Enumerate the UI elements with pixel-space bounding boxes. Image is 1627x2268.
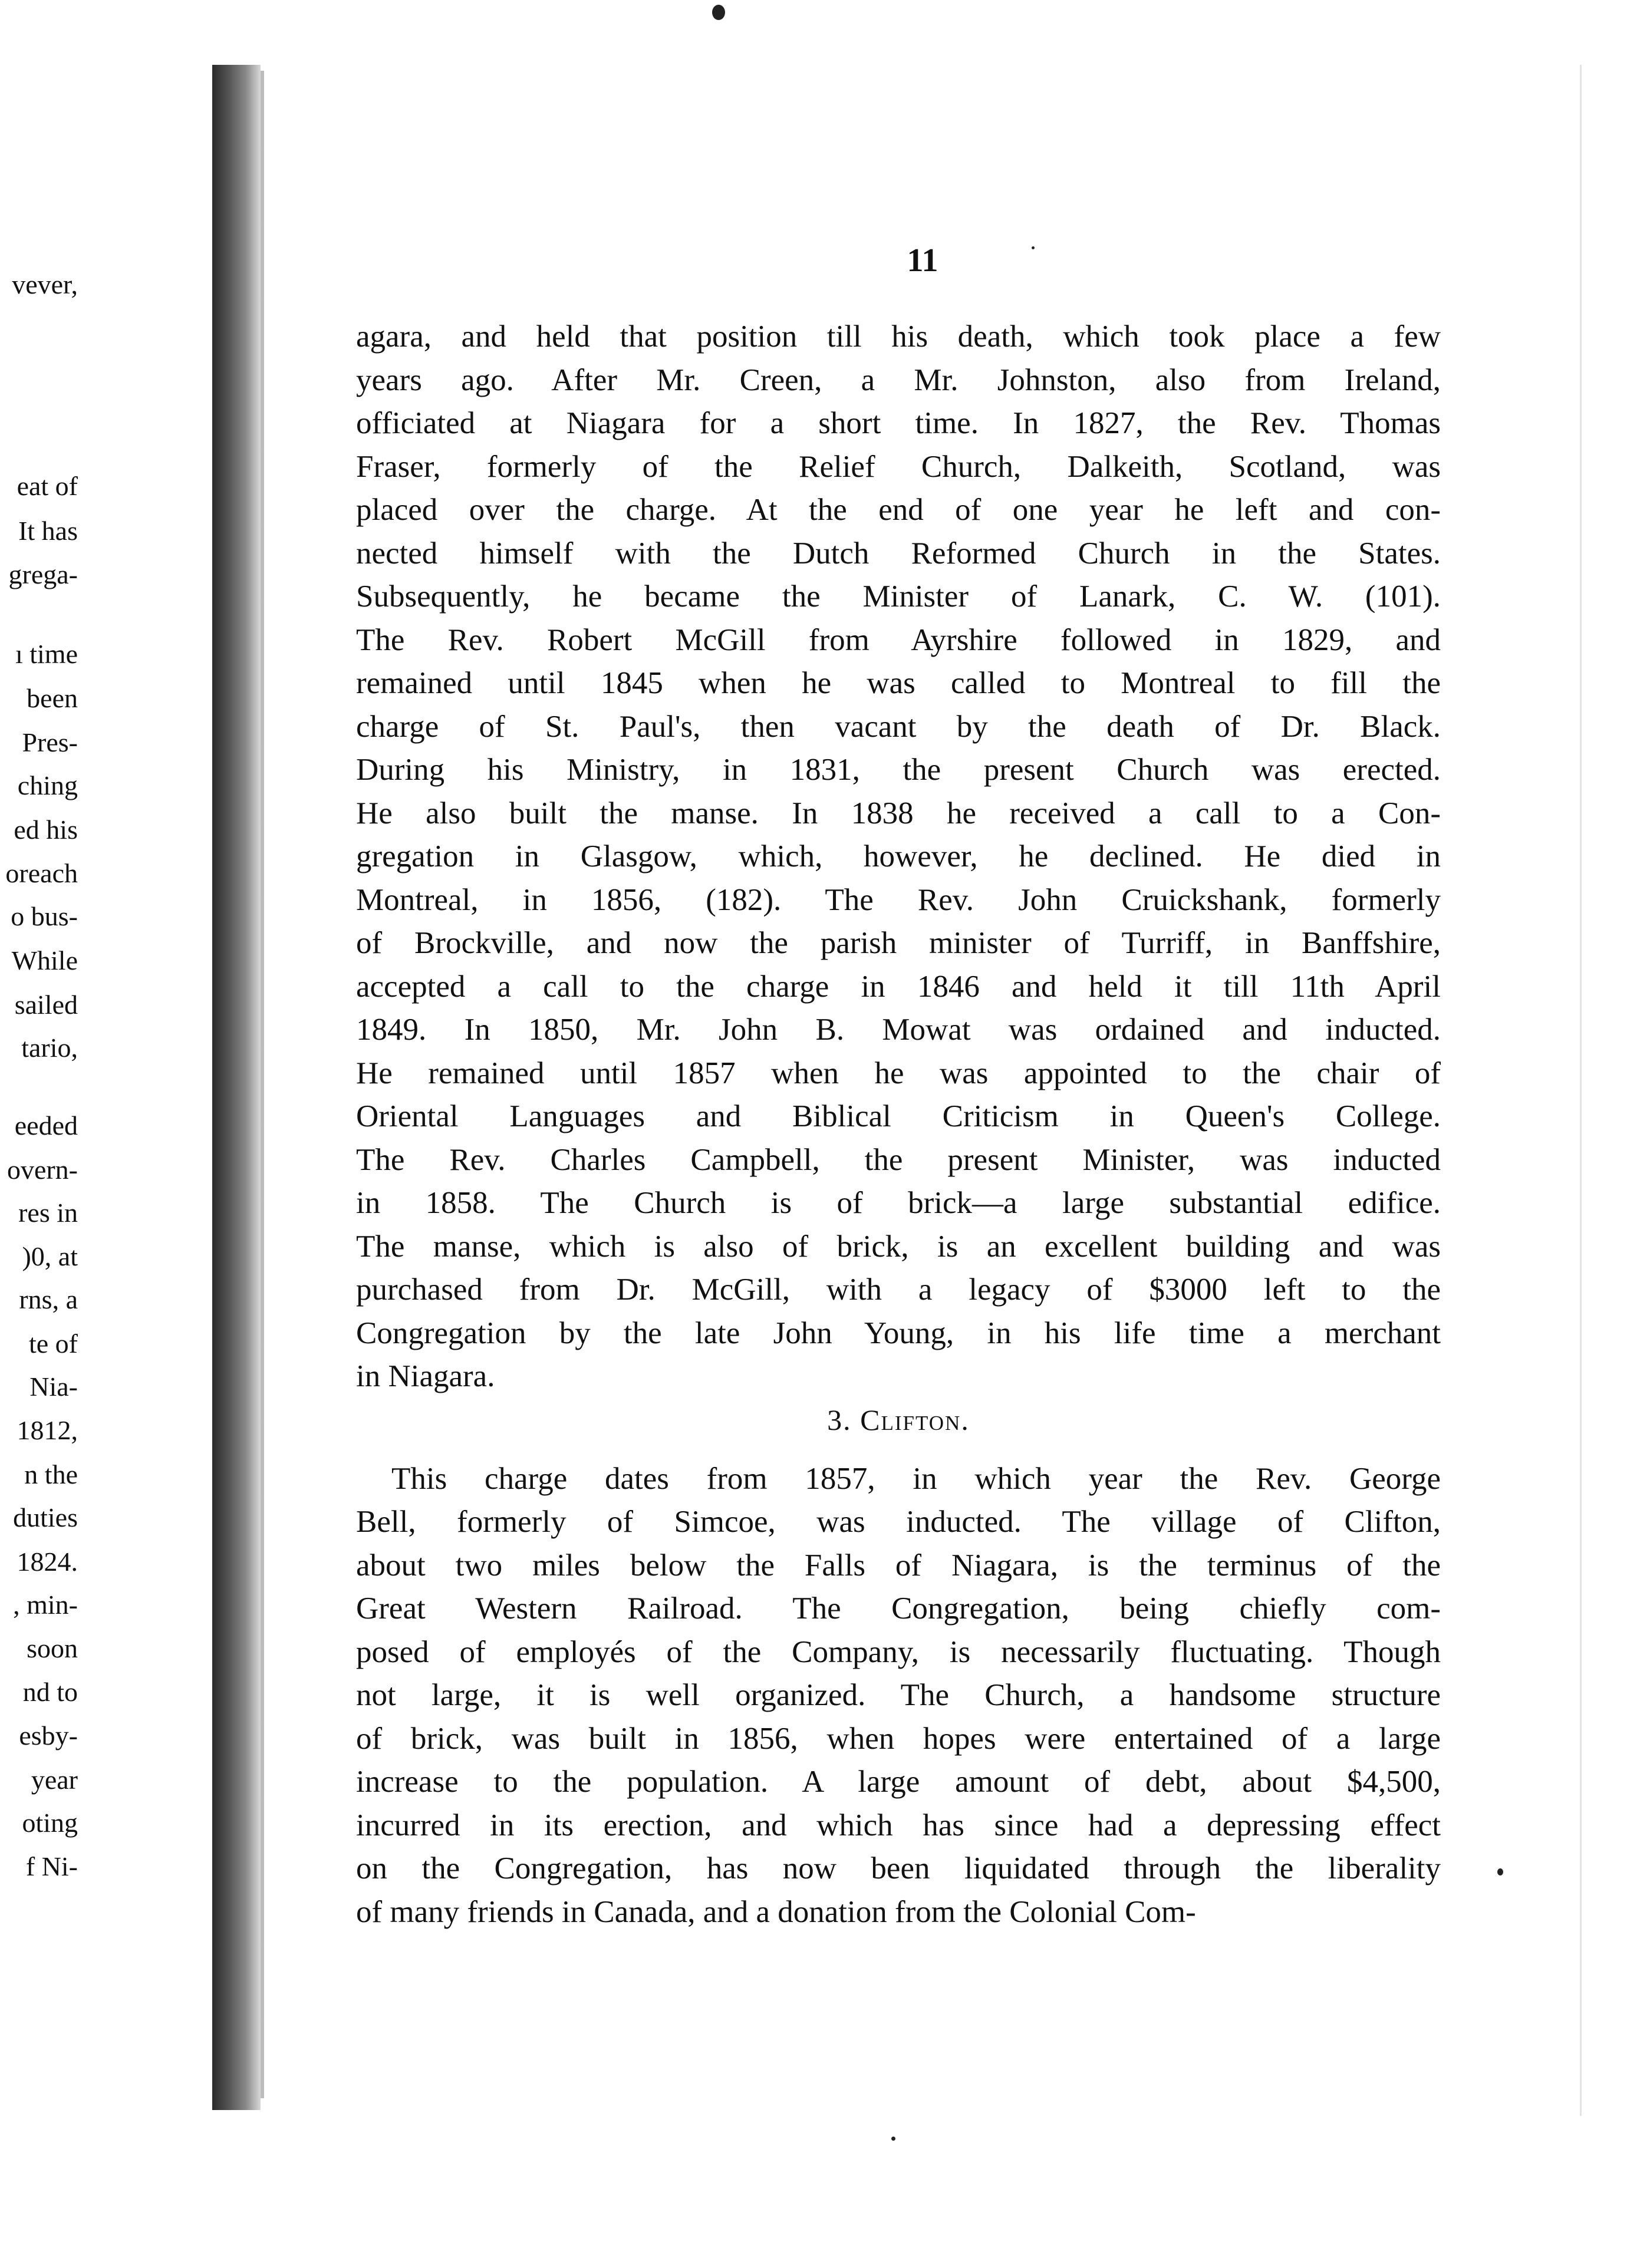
left-page-line-fragment: te of: [28, 1329, 78, 1359]
section-heading-clifton: 3. Clifton.: [827, 1403, 970, 1436]
left-page-line-fragment: )0, at: [22, 1241, 78, 1271]
left-page-line-fragment: oting: [22, 1808, 78, 1838]
left-page-line-fragment: sailed: [14, 990, 78, 1020]
text-line: of Brockville, and now the parish minister of Turriff, in Banffshire,: [356, 926, 1441, 960]
left-page-line-fragment: f Ni-: [25, 1851, 78, 1881]
left-page-line-fragment: 1824.: [17, 1547, 78, 1577]
left-facing-page: [0, 58, 212, 2121]
text-line: He also built the manse. In 1838 he received a call to a Con-: [356, 796, 1441, 830]
left-page-line-fragment: tario,: [21, 1033, 78, 1063]
text-line: increase to the population. A large amount of debt, about $4,500,: [356, 1765, 1441, 1799]
text-line: posed of employés of the Company, is necessarily fluctuating. Though: [356, 1634, 1441, 1669]
text-line: on the Congregation, has now been liquidated through the liberality: [356, 1851, 1441, 1885]
left-page-line-fragment: It has: [18, 516, 78, 546]
text-line: The Rev. Charles Campbell, the present Minister, was inducted: [356, 1142, 1441, 1177]
text-line: about two miles below the Falls of Niagara, is the terminus of the: [356, 1548, 1441, 1583]
page-body: [356, 315, 1441, 1934]
text-line: The manse, which is also of brick, is an excellent building and was: [356, 1229, 1441, 1264]
text-line: Great Western Railroad. The Congregation, being chiefly com-: [356, 1591, 1441, 1626]
text-line: Subsequently, he became the Minister of Lanark, C. W. (101).: [356, 579, 1441, 614]
text-line: in Niagara.: [356, 1359, 495, 1393]
left-page-line-fragment: nd to: [22, 1677, 78, 1707]
left-page-line-fragment: ı time: [15, 639, 78, 669]
left-page-line-fragment: Nia-: [29, 1372, 78, 1402]
text-line: Fraser, formerly of the Relief Church, Dalkeith, Scotland, was: [356, 449, 1441, 484]
text-line: nected himself with the Dutch Reformed Church in the States.: [356, 536, 1441, 571]
text-line: 1849. In 1850, Mr. John B. Mowat was ordained and inducted.: [356, 1013, 1441, 1047]
left-page-line-fragment: Pres-: [22, 727, 78, 757]
text-line: agara, and held that position till his death, which took place a few: [356, 319, 1441, 354]
left-page-line-fragment: ching: [17, 770, 78, 800]
left-page-line-fragment: eeded: [14, 1110, 78, 1140]
left-page-line-fragment: res in: [18, 1198, 78, 1228]
text-line: Bell, formerly of Simcoe, was inducted. The village of Clifton,: [356, 1505, 1441, 1539]
left-page-line-fragment: rns, a: [19, 1284, 78, 1314]
text-line: placed over the charge. At the end of one year he left and con-: [356, 493, 1441, 527]
text-line: This charge dates from 1857, in which year the Rev. George: [391, 1461, 1441, 1496]
left-page-line-fragment: grega-: [8, 559, 78, 589]
left-page-line-fragment: overn-: [6, 1155, 78, 1185]
text-line: accepted a call to the charge in 1846 and held it till 11th April: [356, 969, 1441, 1004]
text-line: in 1858. The Church is of brick—a large substantial edifice.: [356, 1186, 1441, 1220]
text-line: officiated at Niagara for a short time. In 1827, the Rev. Thomas: [356, 406, 1441, 440]
text-line: charge of St. Paul's, then vacant by the death of Dr. Black.: [356, 709, 1441, 744]
left-page-line-fragment: vever,: [12, 269, 78, 299]
left-page-line-fragment: 1812,: [17, 1415, 78, 1445]
page-edge: [261, 71, 264, 2098]
paragraph-niagara-history: [356, 315, 1441, 1399]
left-page-line-fragment: esby-: [19, 1720, 78, 1751]
book-gutter: [212, 65, 261, 2110]
text-line: He remained until 1857 when he was appointed to the chair of: [356, 1056, 1441, 1090]
text-line: During his Ministry, in 1831, the present Church was erected.: [356, 753, 1441, 787]
left-page-line-fragment: n the: [24, 1459, 78, 1489]
left-page-line-fragment: , min-: [13, 1590, 78, 1620]
paragraph-clifton-history: [356, 1458, 1441, 1934]
text-line: not large, it is well organized. The Church, a handsome structure: [356, 1678, 1441, 1712]
text-line: Oriental Languages and Biblical Criticism in Queen's College.: [356, 1099, 1441, 1133]
left-page-line-fragment: While: [11, 945, 78, 975]
text-line: purchased from Dr. McGill, with a legacy of $3000 left to the: [356, 1273, 1441, 1307]
book-page: [265, 65, 1582, 2116]
left-page-line-fragment: duties: [13, 1502, 78, 1532]
left-page-line-fragment: eat of: [17, 471, 78, 501]
text-line: of brick, was built in 1856, when hopes were entertained of a large: [356, 1721, 1441, 1756]
scan-speck: [1497, 1868, 1503, 1875]
left-page-line-fragment: been: [27, 683, 78, 713]
text-line: gregation in Glasgow, which, however, he declined. He died in: [356, 839, 1441, 873]
page-number: 11: [907, 242, 938, 279]
text-line: The Rev. Robert McGill from Ayrshire followed in 1829, and: [356, 622, 1441, 657]
left-page-line-fragment: year: [31, 1765, 78, 1795]
text-line: Congregation by the late John Young, in his life time a merchant: [356, 1316, 1441, 1350]
scan-speck: [712, 5, 725, 20]
text-line: years ago. After Mr. Creen, a Mr. Johnston, also from Ireland,: [356, 362, 1441, 397]
text-line: Montreal, in 1856, (182). The Rev. John Cruickshank, formerly: [356, 882, 1441, 917]
left-page-line-fragment: soon: [27, 1633, 78, 1663]
text-line: remained until 1845 when he was called to Montreal to fill the: [356, 666, 1441, 700]
left-page-line-fragment: o bus-: [11, 901, 78, 931]
left-page-line-fragment: oreach: [5, 858, 78, 888]
text-line: of many friends in Canada, and a donation from the Colonial Com-: [356, 1894, 1196, 1929]
left-page-line-fragment: ed his: [14, 815, 78, 845]
scan-speck: [1032, 246, 1035, 249]
scan-speck: [891, 2137, 895, 2141]
text-line: incurred in its erection, and which has since had a depressing effect: [356, 1808, 1441, 1842]
